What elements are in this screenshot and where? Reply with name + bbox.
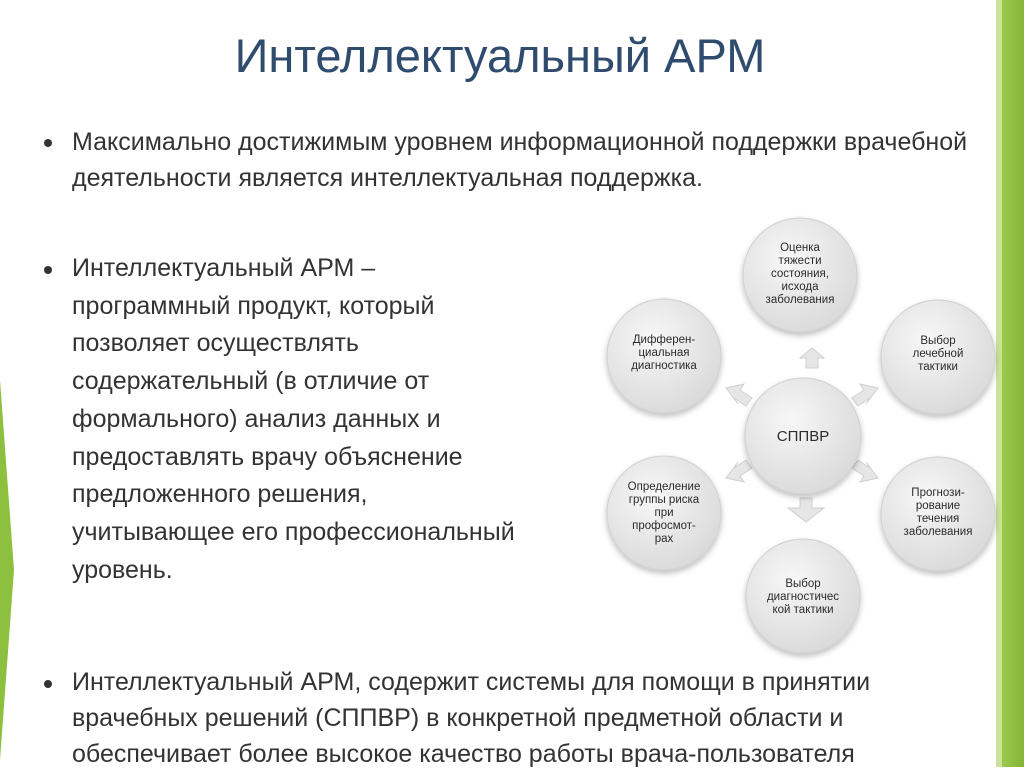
center-node-label: СППВР [776,428,830,445]
node-lower-right-line-3: течения [916,513,960,525]
node-lower-left-line-5: рах [654,533,674,545]
node-upper-left-line-3: диагностика [631,360,697,372]
center-node [745,378,861,494]
node-lower-left-line-4: профосмот- [632,520,696,532]
node-top-line-2: тяжести [778,255,822,267]
node-bottom-line-3: кой тактики [772,604,834,616]
node-upper-left-line-1: Дифферен- [632,334,696,346]
arrow-down-icon [788,498,824,522]
node-lower-right-line-4: заболевания [903,526,973,538]
node-bottom-line-2: диагностичес [766,591,840,603]
node-top-line-3: состояния, [771,268,829,280]
node-upper-right [881,300,995,414]
node-lower-left-line-2: группы риска [628,494,700,506]
node-lower-left-line-1: Определение [627,481,701,493]
node-lower-right-line-1: Прогнози- [911,487,965,499]
node-lower-right-line-2: рование [915,500,961,512]
node-upper-right-line-1: Выбор [920,335,956,347]
node-upper-right-line-3: тактики [918,361,958,373]
node-top-line-1: Оценка [780,242,820,254]
arrow-upper-left-icon [726,384,752,406]
bullet-text-3: Интеллектуальный АРМ, содержит системы для помощи в принятии врачебных решений (СППВР) в конкретной предметной области и обеспечивает более высокое качество работы врача-пользователя [72,668,871,768]
arrow-lower-left-icon [726,460,752,482]
node-top-line-4: исхода [781,281,819,293]
node-lower-right [881,457,995,571]
arrow-lower-right-icon [852,460,878,482]
slide-title: Интеллектуальный АРМ [234,29,766,82]
node-bottom-line-1: Выбор [785,578,821,590]
node-bottom [746,539,860,653]
arrow-upper-right-icon [852,384,878,406]
node-upper-left [607,299,721,413]
node-lower-left-line-3: при [654,507,674,519]
arrow-up-icon [800,348,824,368]
node-lower-left [607,456,721,570]
node-top [743,218,857,332]
node-upper-left-line-2: циальная [638,347,690,359]
bullet-text-2: Интеллектуальный АРМ – программный продукт, который позволяет осуществлять содержательный (в отличие от формального) анализ данных и предоставлять врачу объяснение предложенного решения, учитывающее его профессиональный уровень. [72,254,515,584]
bullet-text-1: Максимально достижимым уровнем информационной поддержки врачебной деятельности является интеллектуальная поддержка. [72,128,968,192]
node-top-line-5: заболевания [765,294,835,306]
node-upper-right-line-2: лечебной [912,348,964,360]
